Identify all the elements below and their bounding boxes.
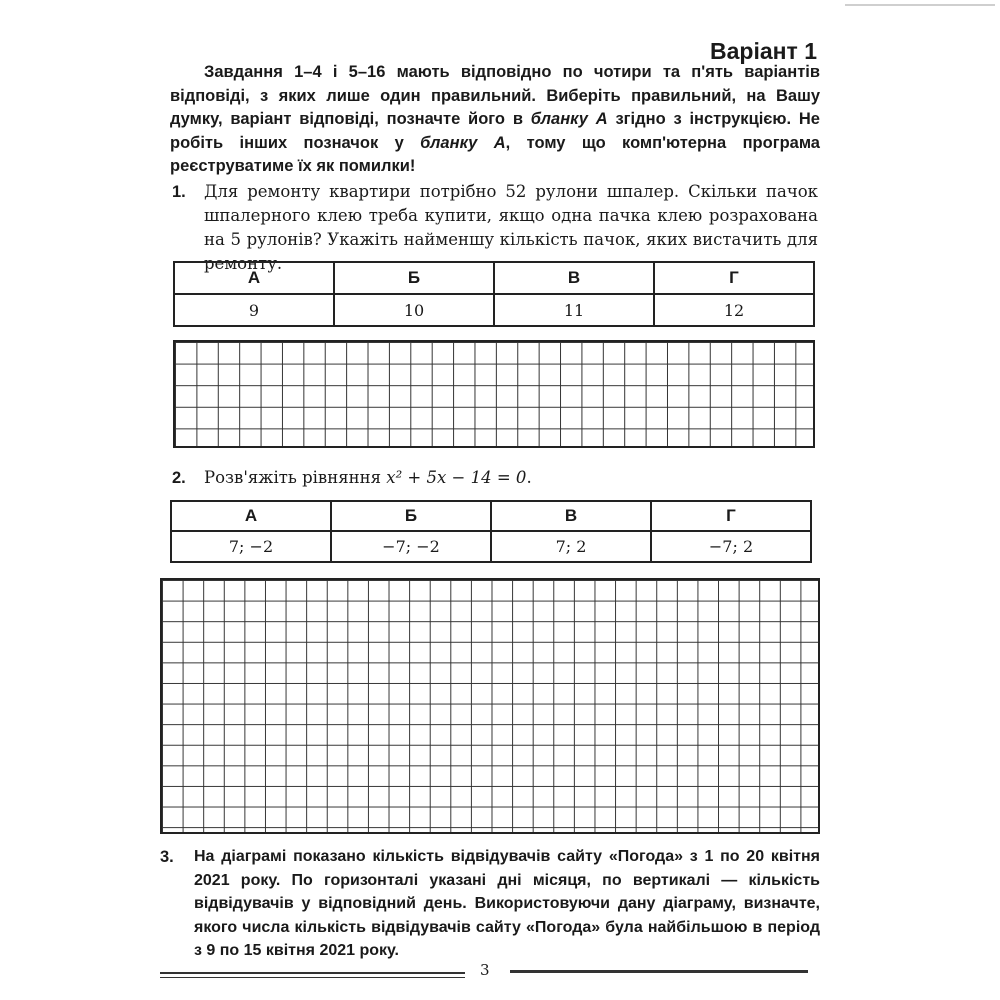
task-2-text-suffix: .: [526, 468, 532, 487]
task-1-option-value: 9: [174, 294, 334, 326]
task-2-option-value: −7; 2: [651, 531, 811, 562]
task-1-option-letter: В: [494, 262, 654, 294]
footer-rule-left: [160, 972, 465, 978]
task-2-option-letter: А: [171, 501, 331, 531]
task-3-text: На діаграмі показано кількість відвідувачів сайту «Погода» з 1 по 20 квітня 2021 року. По горизонталі указані дні місяця, по вертикалі — кількість відвідувачів у відповідний день. Використовуючи дану діаграму, визначте, якого числа кількість відвідувачів сайту «Погода» була найбільшою в період з 9 по 15 квітня 2021 року.: [194, 848, 820, 959]
task-2-option-letter: Б: [331, 501, 491, 531]
task-1-scratch-grid: [173, 340, 815, 448]
task-1-option-letter: А: [174, 262, 334, 294]
instructions-part-2: згідно з інструкцією. Не робіть інших позначок у: [170, 110, 820, 152]
task-1-option-value: 12: [654, 294, 814, 326]
task-2-text: [204, 466, 818, 490]
task-2-text-prefix: Розв'яжіть рівняння: [204, 468, 387, 487]
task-1-option-letter: Г: [654, 262, 814, 294]
task-2-scratch-grid: [160, 578, 820, 834]
top-edge-line: [845, 4, 995, 6]
task-2-number: 2.: [172, 469, 186, 487]
task-1-answer-table: [173, 261, 815, 327]
instructions-part-1: Завдання 1–4 і 5–16 мають відповідно по чотири та п'ять варіантів відповіді, з яких лише один правильний. Виберіть правильний, на Вашу думку, варіант відповіді, позначте його в: [170, 63, 820, 128]
task-1-number: 1.: [172, 183, 186, 201]
task-1-option-value: 11: [494, 294, 654, 326]
variant-title: Варіант 1: [710, 38, 817, 64]
task-2-option-value: 7; −2: [171, 531, 331, 562]
task-2-option-value: 7; 2: [491, 531, 651, 562]
task-1-option-letter: Б: [334, 262, 494, 294]
task-2-option-value: −7; −2: [331, 531, 491, 562]
instructions: [170, 61, 820, 179]
form-a-ref-2: бланку А: [420, 133, 506, 152]
instructions-part-3: , тому що комп'ютерна програма реєструватиме їх як помилки!: [170, 133, 820, 175]
footer-rule-right: [510, 970, 808, 973]
task-1-text: Для ремонту квартири потрібно 52 рулони шпалер. Скільки пачок шпалерного клею треба купити, якщо одна пачка клею розрахована на 5 рулонів? Укажіть найменшу кількість пачок, яких вистачить для ремонту.: [204, 182, 818, 273]
task-3-number: 3.: [160, 848, 174, 866]
form-a-ref-1: бланку А: [530, 110, 608, 128]
task-3: [160, 845, 820, 963]
task-2-answer-table: [170, 500, 812, 563]
task-2: [172, 466, 818, 490]
page-number: 3: [480, 961, 490, 979]
task-1-option-value: 10: [334, 294, 494, 326]
task-2-option-letter: Г: [651, 501, 811, 531]
task-2-option-letter: В: [491, 501, 651, 531]
task-2-equation: x² + 5x − 14 = 0: [386, 468, 527, 487]
